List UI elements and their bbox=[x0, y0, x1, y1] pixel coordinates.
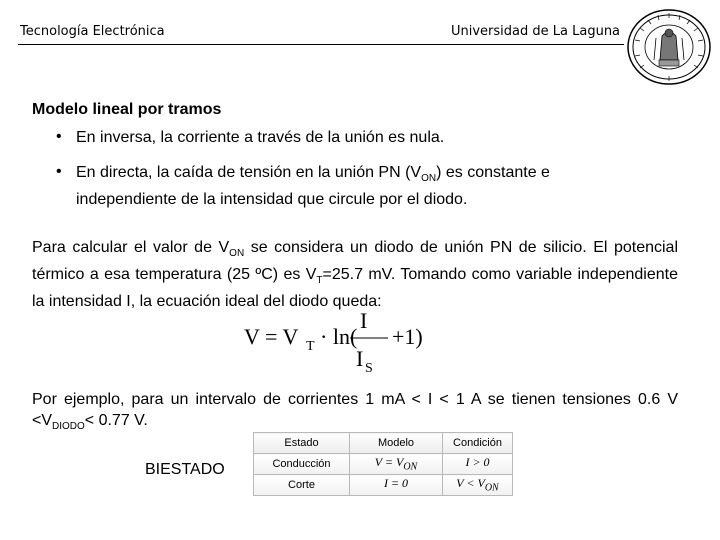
table-row bbox=[254, 454, 513, 475]
diode-states-table bbox=[253, 432, 513, 496]
formula-plus-one: +1) bbox=[392, 324, 423, 349]
header-course-title: Tecnología Electrónica bbox=[20, 24, 165, 39]
cell-condicion: $V < V_{ON}$ bbox=[443, 475, 513, 496]
bullet-marker: • bbox=[56, 163, 62, 180]
university-seal-icon bbox=[626, 8, 712, 86]
col-header-modelo: Modelo bbox=[350, 433, 443, 454]
biestado-label: BIESTADO bbox=[145, 461, 225, 478]
formula-is-sub: S bbox=[365, 361, 373, 374]
cell-estado: Corte bbox=[254, 475, 350, 496]
cell-modelo: $V = V_{ON}$ bbox=[350, 454, 443, 475]
formula-denominator: I bbox=[356, 346, 364, 371]
paragraph-current-range: Por ejemplo, para un intervalo de corrientes 1 mA < I < 1 A se tienen tensiones 0.6 $V <V_{DIODO}< 0.77$ V. bbox=[32, 391, 678, 433]
table-row bbox=[254, 475, 513, 496]
cell-modelo: I = 0 bbox=[350, 475, 443, 496]
formula-lhs: V = V bbox=[244, 324, 299, 349]
diode-equation bbox=[244, 310, 434, 374]
formula-numerator: I bbox=[360, 310, 368, 333]
paragraph-von-explanation: Para calcular el valor de $V_{ON}$ se considera un diodo de unión PN de silicio. El potencial térmico a esa temperatura (25 ºC) es $V_T=25.7$ mV. Tomando como variable independiente la intensidad I, la ecuación ideal del diodo queda: bbox=[32, 239, 679, 311]
section-title: Modelo lineal por tramos bbox=[32, 101, 222, 118]
bullet-forward-bias: En directa, la caída de tensión en la unión PN $(V_{ON})$ es constante e independiente de la intensidad que circule por el diodo. bbox=[76, 164, 550, 209]
header-university: Universidad de La Laguna bbox=[451, 24, 621, 39]
bullet-marker: • bbox=[56, 128, 62, 145]
header-divider bbox=[18, 44, 624, 45]
col-header-condicion: Condición bbox=[443, 433, 513, 454]
table-header-row bbox=[254, 433, 513, 454]
formula-ln: · ln( bbox=[320, 324, 358, 349]
cell-estado: Conducción bbox=[254, 454, 350, 475]
formula-vt-sub: T bbox=[306, 339, 315, 354]
col-header-estado: Estado bbox=[254, 433, 350, 454]
bullet-reverse-bias: En inversa, la corriente a través de la unión es nula. bbox=[76, 129, 445, 146]
cell-condicion: I > 0 bbox=[443, 454, 513, 475]
